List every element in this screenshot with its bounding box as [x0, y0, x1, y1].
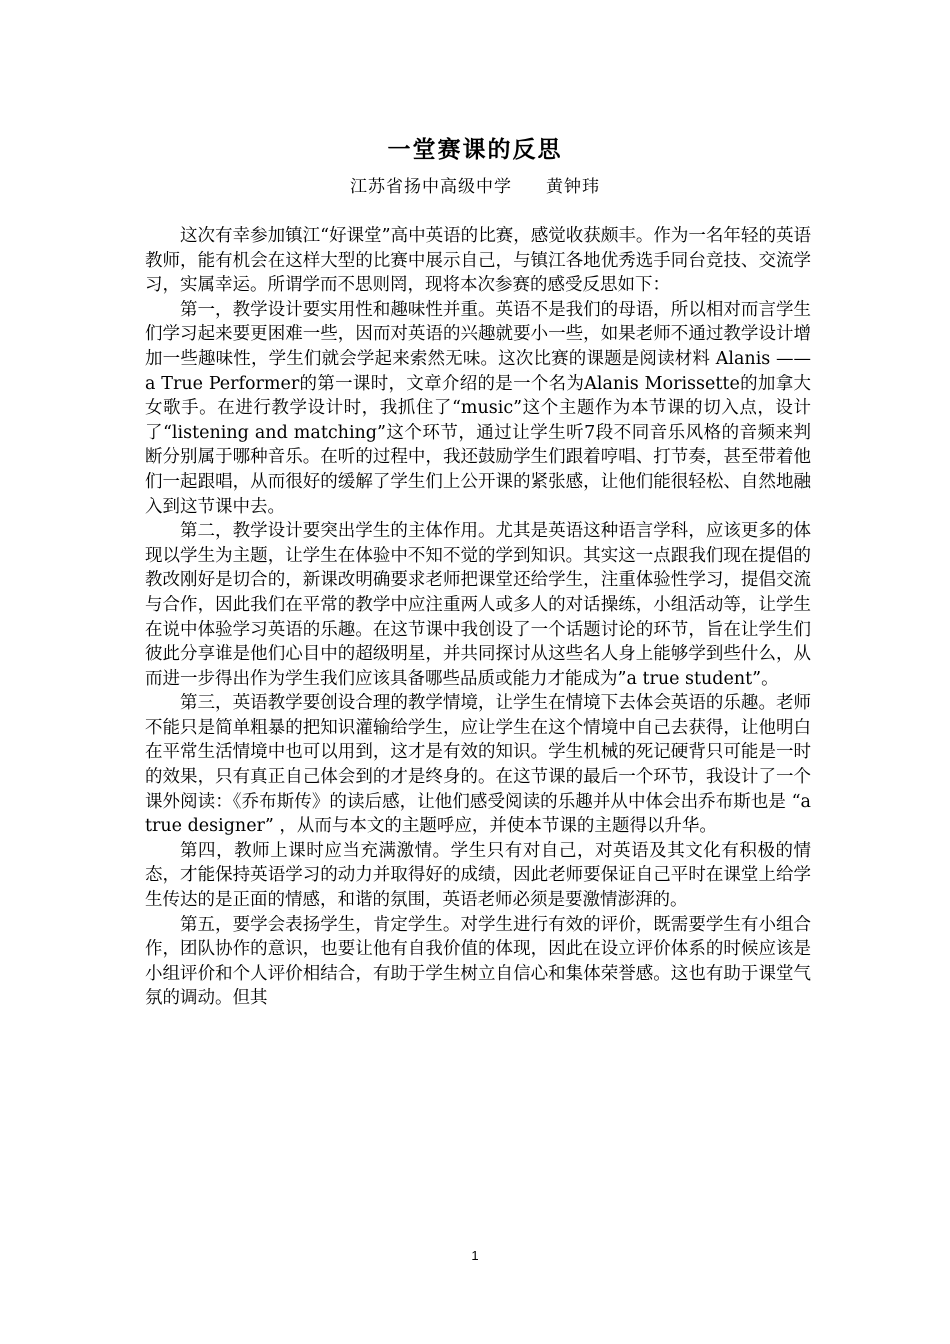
paragraph-point-5: 第五，要学会表扬学生，肯定学生。对学生进行有效的评价，既需要学生有小组合作，团队协作的意识，也要让他有自我价值的体现，因此在设立评价体系的时候应该是小组评价和个人评价相结合，有助于学生树立自信心和集体荣誉感。这也有助于课堂气氛的调动。但其 [145, 914, 811, 1009]
author-line [0, 175, 950, 199]
author-name: 黄钟玮 [546, 177, 600, 197]
paragraph-point-1: 第一，教学设计要实用性和趣味性并重。英语不是我们的母语，所以相对而言学生们学习起来要更困难一些，因而对英语的兴趣就要小一些，如果老师不通过教学设计增加一些趣味性，学生们就会学起来索然无味。这次比赛的课题是阅读材料 Alanis ——a True Performer的第一课时，文章介绍的是一个名为Alanis Morissette的加拿大女歌手。在进行教学设计时，我抓住了“music”这个主题作为本节课的切入点，设计了“listening and matching”这个环节，通过让学生听7段不同音乐风格的音频来判断分别属于哪种音乐。在听的过程中，我还鼓励学生们跟着哼唱、打节奏，甚至带着他们一起跟唱，从而很好的缓解了学生们上公开课的紧张感，让他们能很轻松、自然地融入到这节课中去。 [145, 299, 811, 517]
paragraph-point-3: 第三，英语教学要创设合理的教学情境，让学生在情境下去体会英语的乐趣。老师不能只是简单粗暴的把知识灌输给学生，应让学生在这个情境中自己去获得，让他明白在平常生活情境中也可以用到，这才是有效的知识。学生机械的死记硬背只可能是一时的效果，只有真正自己体会到的才是终身的。在这节课的最后一个环节，我设计了一个课外阅读：《乔布斯传》的读后感，让他们感受阅读的乐趣并从中体会出乔布斯也是 “a true designer” ，从而与本文的主题呼应，并使本节课的主题得以升华。 [145, 693, 811, 837]
document-title: 一堂赛课的反思 [387, 136, 563, 163]
author-school: 江苏省扬中高级中学 [350, 177, 512, 197]
page-number: 1 [471, 1248, 479, 1263]
paragraph-intro: 这次有幸参加镇江“好课堂”高中英语的比赛，感觉收获颇丰。作为一名年轻的英语教师，能有机会在这样大型的比赛中展示自己，与镇江各地优秀选手同台竞技、交流学习，实属幸运。所谓学而不思则罔，现将本次参赛的感受反思如下： [145, 226, 811, 296]
document-body [145, 224, 811, 1011]
paragraph-point-2: 第二，教学设计要突出学生的主体作用。尤其是英语这种语言学科，应该更多的体现以学生为主题，让学生在体验中不知不觉的学到知识。其实这一点跟我们现在提倡的教改刚好是切合的，新课改明确要求老师把课堂还给学生，注重体验性学习，提倡交流与合作，因此我们在平常的教学中应注重两人或多人的对话操练，小组活动等，让学生在说中体验学习英语的乐趣。在这节课中我创设了一个话题讨论的环节，旨在让学生们彼此分享谁是他们心目中的超级明星，并共同探讨从这些名人身上能够学到些什么，从而进一步得出作为学生我们应该具备哪些品质或能力才能成为”a true student”。 [145, 521, 811, 689]
paragraph-point-4: 第四，教师上课时应当充满激情。学生只有对自己，对英语及其文化有积极的情态，才能保持英语学习的动力并取得好的成绩，因此老师要保证自己平时在课堂上给学生传达的是正面的情感，和谐的氛围，英语老师必须是要激情澎湃的。 [145, 840, 811, 911]
